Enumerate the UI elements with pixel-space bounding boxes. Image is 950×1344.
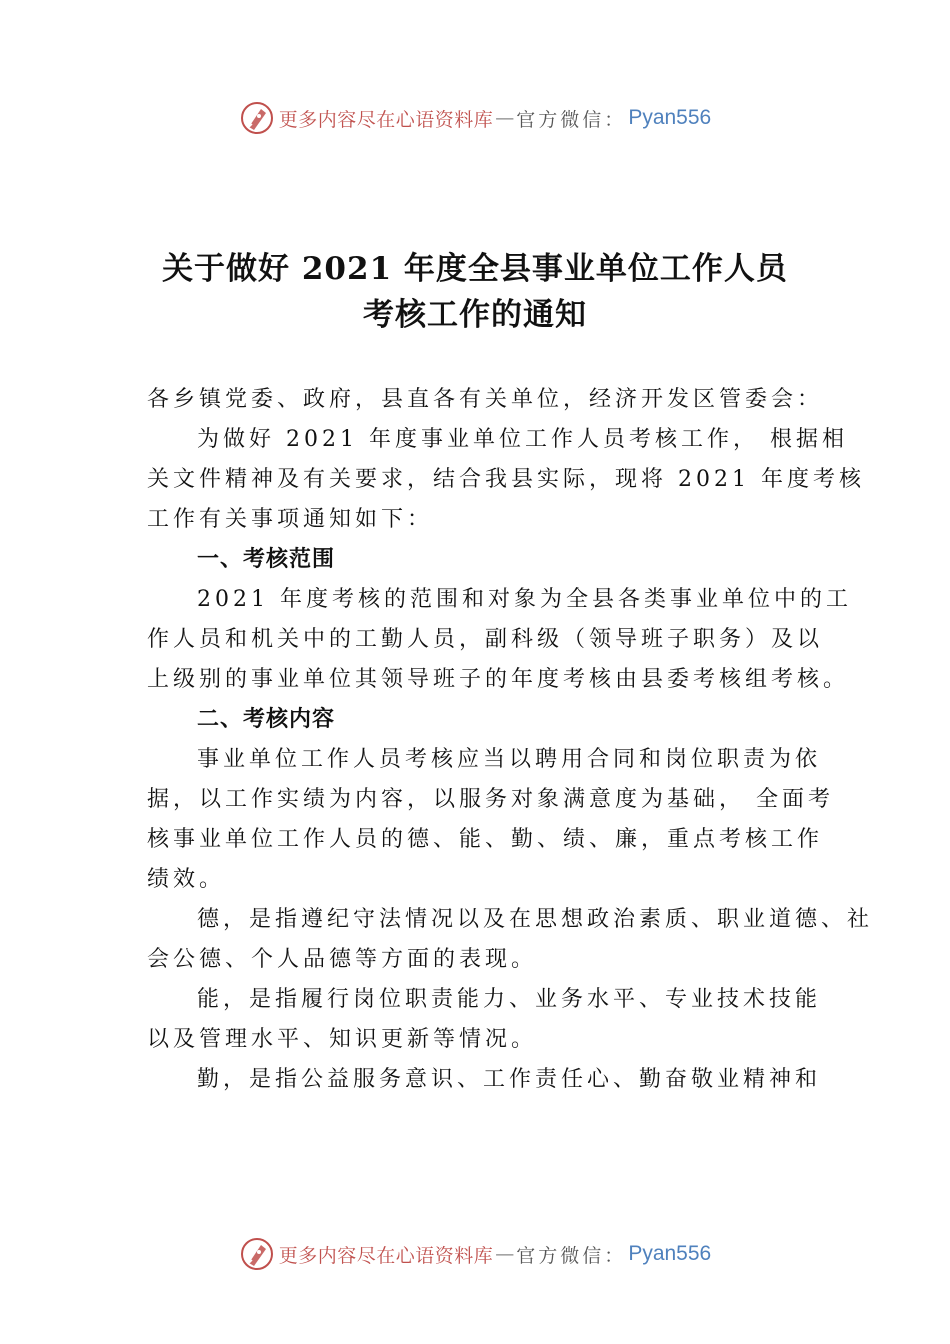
document-title (100, 246, 850, 338)
intro-line: 关文件精神及有关要求，结合我县实际，现将 2021 年度考核 (147, 467, 865, 492)
banner-separator: — (495, 107, 515, 129)
de-paragraph-line: 会公德、个人品德等方面的表现。 (147, 947, 538, 972)
header-watermark-banner (0, 96, 950, 140)
footer-watermark-banner (0, 1232, 950, 1276)
section-1-line: 上级别的事业单位其领导班子的年度考核由县委考核组考核。 (147, 667, 850, 692)
de-paragraph-line: 德，是指遵纪守法情况以及在思想政治素质、职业道德、社 (197, 907, 874, 932)
banner-slogan: 更多内容尽在心语资料库 (278, 108, 494, 131)
title-line-1: 关于做好 2021 年度全县事业单位工作人员 (162, 251, 788, 287)
section-2-line: 事业单位工作人员考核应当以聘用合同和岗位职责为依 (197, 747, 822, 772)
intro-line: 工作有关事项通知如下： (147, 507, 434, 532)
neng-paragraph-line: 能，是指履行岗位职责能力、业务水平、专业技术技能 (197, 987, 822, 1012)
section-2-line: 核事业单位工作人员的德、能、勤、绩、廉，重点考核工作 (147, 827, 824, 852)
pen-nib-logo-icon (239, 100, 275, 136)
section-1-line: 2021 年度考核的范围和对象为全县各类事业单位中的工 (197, 587, 852, 612)
banner-wechat-id: Pyan556 (628, 1242, 712, 1265)
section-1-heading: 一、考核范围 (197, 547, 336, 572)
banner-separator: — (495, 1243, 515, 1265)
banner-wechat-label: 官方微信： (516, 108, 627, 131)
address-line: 各乡镇党委、政府，县直各有关单位，经济开发区管委会： (147, 387, 824, 412)
banner-slogan: 更多内容尽在心语资料库 (278, 1244, 494, 1267)
document-body (147, 380, 874, 1100)
section-2-line: 据，以工作实绩为内容，以服务对象满意度为基础， 全面考 (147, 787, 834, 812)
section-2-heading: 二、考核内容 (197, 707, 336, 732)
qin-paragraph-line: 勤，是指公益服务意识、工作责任心、勤奋敬业精神和 (197, 1067, 822, 1092)
section-2-line: 绩效。 (147, 867, 226, 892)
banner-wechat-label: 官方微信： (516, 1244, 627, 1267)
pen-nib-logo-icon (239, 1236, 275, 1272)
title-line-2: 考核工作的通知 (363, 297, 587, 333)
banner-wechat-id: Pyan556 (628, 106, 712, 129)
intro-line: 为做好 2021 年度事业单位工作人员考核工作， 根据相 (197, 427, 848, 452)
section-1-line: 作人员和机关中的工勤人员，副科级（领导班子职务）及以 (147, 627, 824, 652)
neng-paragraph-line: 以及管理水平、知识更新等情况。 (147, 1027, 538, 1052)
